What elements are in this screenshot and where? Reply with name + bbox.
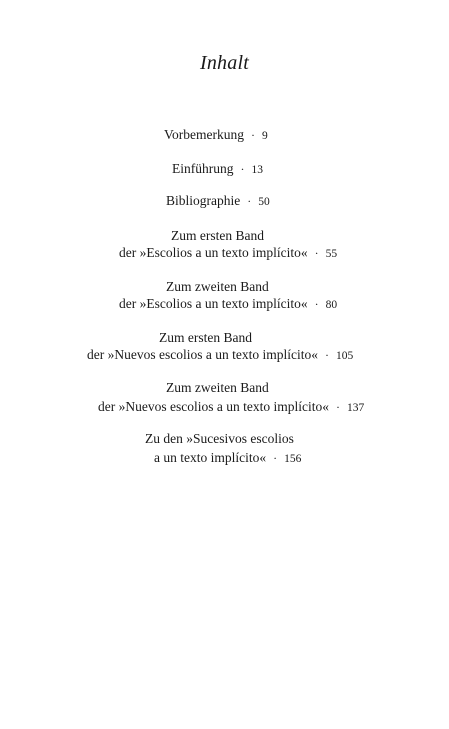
toc-entry-bibliographie[interactable] [166, 192, 270, 211]
toc-entry-text: a un texto implícito« [154, 450, 267, 465]
toc-entry-text: der »Escolios a un texto implícito« [119, 245, 308, 260]
toc-entry-vorbemerkung[interactable] [164, 126, 268, 145]
toc-separator: · [314, 246, 319, 260]
toc-page-number: 156 [284, 453, 302, 465]
toc-entry-text: Vorbemerkung [164, 127, 244, 142]
toc-separator: · [335, 400, 340, 414]
toc-page-number: 50 [258, 196, 270, 208]
toc-separator: · [324, 348, 329, 362]
toc-separator: · [273, 451, 278, 465]
toc-page-number: 105 [335, 350, 354, 362]
toc-entry-text: der »Nuevos escolios a un texto implícito« [98, 399, 329, 414]
toc-entry-line-2 [119, 295, 337, 314]
toc-entry-text: der »Escolios a un texto implícito« [119, 296, 308, 311]
toc-separator: · [240, 162, 245, 176]
toc-separator: · [247, 194, 252, 208]
toc-page-number: 9 [262, 130, 268, 142]
toc-separator: · [314, 297, 319, 311]
toc-page-number: 55 [325, 248, 338, 260]
toc-entry-text: Bibliographie [166, 193, 241, 208]
toc-entry-text: der »Nuevos escolios a un texto implícito« [87, 347, 318, 362]
toc-entry-line-2 [87, 346, 353, 365]
toc-entry-line-2 [119, 244, 337, 263]
toc-entry-text: Zum ersten Band [159, 330, 252, 345]
toc-entry-text: Einführung [172, 161, 234, 176]
page-title: Inhalt [200, 52, 249, 74]
toc-entry-text: Zum zweiten Band [166, 380, 269, 395]
toc-page-number: 137 [346, 402, 365, 414]
toc-separator: · [251, 128, 255, 142]
toc-page-number: 80 [325, 299, 338, 311]
toc-entry-line-2 [154, 449, 301, 468]
toc-entry-einfuehrung[interactable] [172, 160, 263, 179]
toc-entry-text: Zum ersten Band [171, 228, 264, 243]
toc-page-number: 13 [251, 164, 263, 176]
toc-entry-line-2 [98, 398, 364, 417]
toc-entry-text: Zum zweiten Band [166, 279, 269, 294]
toc-entry-text: Zu den »Sucesivos escolios [145, 431, 294, 446]
